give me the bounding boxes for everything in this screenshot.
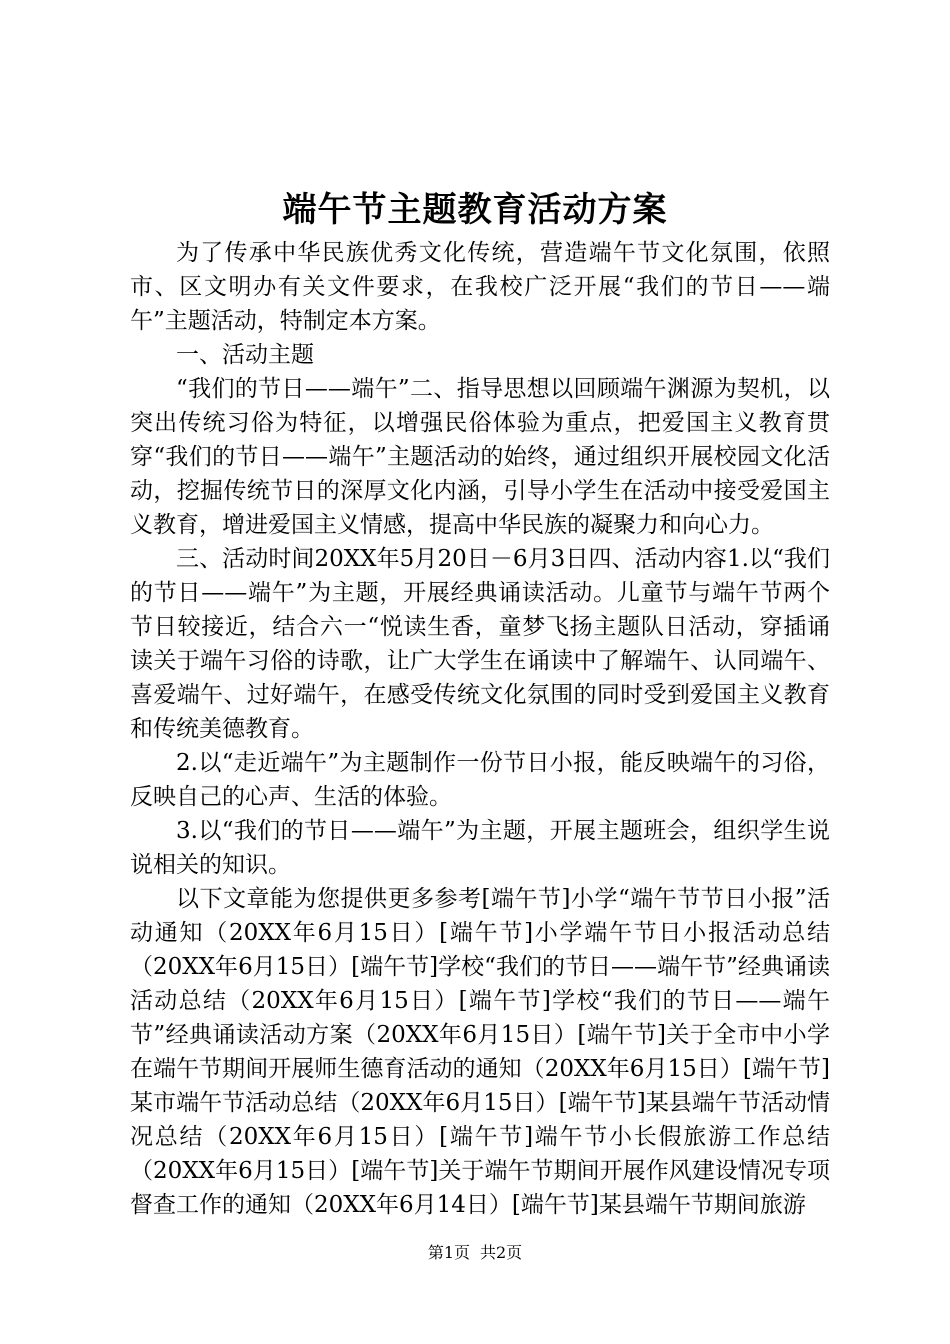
- paragraph-section-theme: 一、活动主题: [176, 342, 314, 368]
- paragraph-item-2: 2.以“走近端午”为主题制作一份节日小报，能反映端午的习俗，反映自己的心声、生活的体验。: [130, 750, 830, 810]
- paragraph-related-articles: 以下文章能为您提供更多参考[端午节]小学“端午节节日小报”活动通知（20XX年6月15日）[端午节]小学端午节日小报活动总结（20XX年6月15日）[端午节]学校“我们的节日——端午节”经典诵读活动总结（20XX年6月15日）[端午节]学校“我们的节日——端午节”经典诵读活动方案（20XX年6月15日）[端午节]关于全市中小学在端午节期间开展师生德育活动的通知（20XX年6月15日）[端午节]某市端午节活动总结（20XX年6月15日）[端午节]某县端午节活动情况总结（20XX年6月15日）[端午节]端午节小长假旅游工作总结（20XX年6月15日）[端午节]关于端午节期间开展作风建设情况专项督查工作的通知（20XX年6月14日）[端午节]某县端午节期间旅游: [130, 886, 830, 1218]
- page-total: 共2页: [480, 1243, 523, 1262]
- document-title: 端午节主题教育活动方案: [282, 190, 668, 230]
- paragraph-time-and-content: 三、活动时间20XX年5月20日－6月3日四、活动内容1.以“我们的节日——端午”为主题，开展经典诵读活动。儿童节与端午节两个节日较接近，结合六一“悦读生香，童梦飞扬主题队日活动，穿插诵读关于端午习俗的诗歌，让广大学生在诵读中了解端午、认同端午、喜爱端午、过好端午，在感受传统文化氛围的同时受到爱国主义教育和传统美德教育。: [130, 546, 830, 742]
- paragraph-item-3: 3.以“我们的节日——端午”为主题，开展主题班会，组织学生说说相关的知识。: [130, 818, 830, 878]
- paragraph-guiding-thought: “我们的节日——端午”二、指导思想以回顾端午渊源为契机，以突出传统习俗为特征，以增强民俗体验为重点，把爱国主义教育贯穿“我们的节日——端午”主题活动的始终，通过组织开展校园文化活动，挖掘传统节日的深厚文化内涵，引导小学生在活动中接受爱国主义教育，增进爱国主义情感，提高中华民族的凝聚力和向心力。: [130, 376, 830, 538]
- document-body: [130, 236, 830, 1222]
- page-footer: [0, 1240, 950, 1263]
- page-number: 第1页: [427, 1243, 470, 1262]
- paragraph-intro: 为了传承中华民族优秀文化传统，营造端午节文化氛围，依照市、区文明办有关文件要求，在我校广泛开展“我们的节日——端午”主题活动，特制定本方案。: [130, 240, 830, 334]
